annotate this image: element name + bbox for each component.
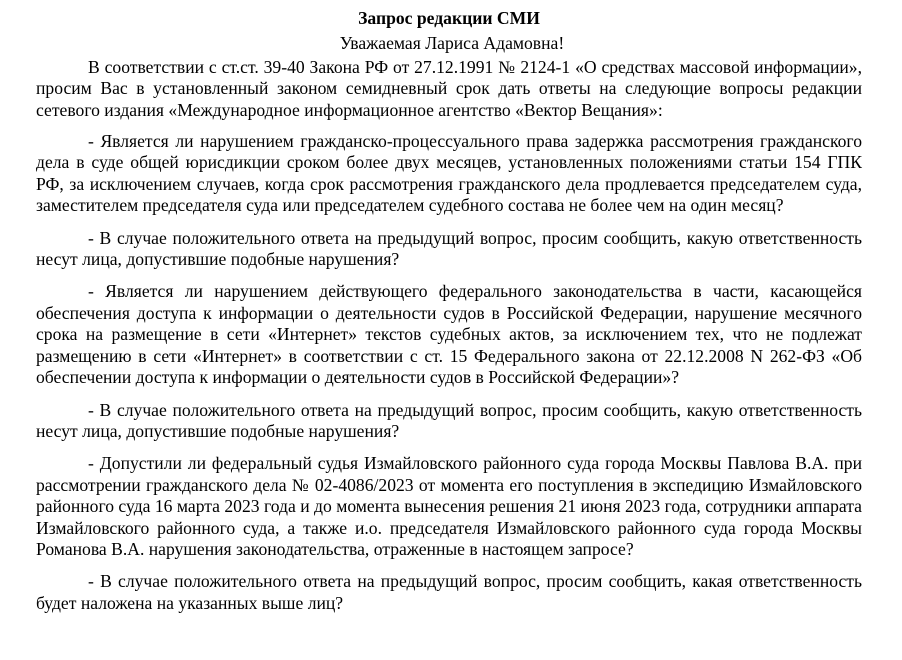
intro-paragraph: В соответствии с ст.ст. 39-40 Закона РФ от 27.12.1991 № 2124-1 «О средствах массовой информации», просим Вас в установленный законом семидневный срок дать ответы на следующие вопросы редакции сетевого издания «Международное информационное агентство «Вектор Вещания»: bbox=[36, 56, 862, 120]
document-title: Запрос редакции СМИ bbox=[358, 8, 540, 28]
question-paragraph-6: - В случае положительного ответа на предыдущий вопрос, просим сообщить, какая ответственность будет наложена на указанных выше лиц? bbox=[36, 571, 862, 613]
question-paragraph-4: - В случае положительного ответа на предыдущий вопрос, просим сообщить, какую ответственность несут лица, допустившие подобные нарушения? bbox=[36, 399, 862, 441]
question-paragraph-2: - В случае положительного ответа на предыдущий вопрос, просим сообщить, какую ответственность несут лица, допустившие подобные нарушения? bbox=[36, 227, 862, 270]
question-paragraph-5: - Допустили ли федеральный судья Измайловского районного суда города Москвы Павлова В.А. при рассмотрении гражданского дела № 02-4086/2023 от момента его поступления в экспедицию Измайловского районного суда 16 марта 2023 года и до момента вынесения решения 21 июня 2023 года, сотрудники аппарата Измайловского районного суда, а также и.о. председателя Измайловского районного суда города Москвы Романова В.А. нарушения законодательства, отраженные в настоящем запросе? bbox=[36, 453, 862, 559]
greeting: Уважаемая Лариса Адамовна! bbox=[339, 33, 565, 54]
media-request-document bbox=[36, 8, 862, 614]
question-paragraph-1: - Является ли нарушением гражданско-процессуального права задержка рассмотрения гражданского дела в суде общей юрисдикции сроком более двух месяцев, установленных положениями статьи 154 ГПК РФ, за исключением случаев, когда срок рассмотрения гражданского дела продлевается председателем суда, заместителем председателя суда или председателем судебного состава не более чем на один месяц? bbox=[36, 131, 862, 216]
question-paragraph-3: - Является ли нарушением действующего федерального законодательства в части, касающейся обеспечения доступа к информации о деятельности судов в Российской Федерации, нарушение месячного срока на размещение в сети «Интернет» текстов судебных актов, за исключением тех, что не подлежат размещению в сети «Интернет» в соответствии с ст. 15 Федерального закона от 22.12.2008 N 262-ФЗ «Об обеспечении доступа к информации о деятельности судов в Российской Федерации»? bbox=[36, 281, 862, 388]
